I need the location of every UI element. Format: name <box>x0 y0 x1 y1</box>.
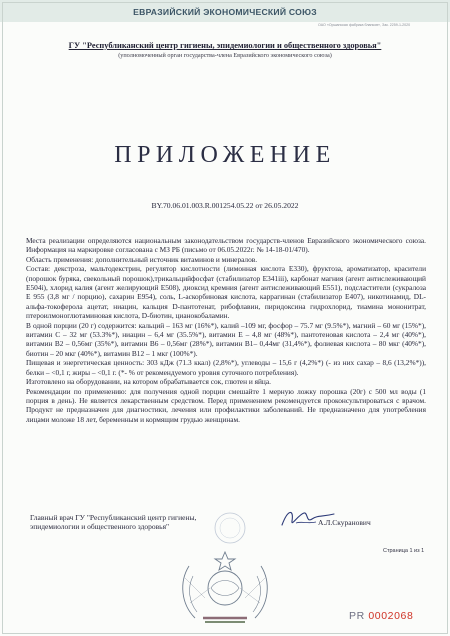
organization-subtitle: (уполномоченный орган государства-члена Евразийского экономического союза) <box>118 52 332 59</box>
body-paragraph-composition: Состав: декстроза, мальтодекстрин, регулятор кислотности (лимонная кислота Е330), фруктоза, ароматизатор, красители (порошок буряка, свекольный порошок),трикальцийфосфат (стабилизатор Е341iii), карбонат магния (агент антислеживающий Е504i), хлорид калия (агент желирующий Е508), диоксид кремния (агент антислеживающий Е551), подсластители (сукралоза Е 955 (3,8 мг / порцию), сахарин Е954), соль, L-аскорбиновая кислота, каррагинан (стабилизатор Е407), никотинамид, DL-альфа-токоферола ацетат, ниацин, кальция D-пантотенат, рибофлавин, пиридоксина гидрохлорид, тиамина мононитрат, птероилмоноглютаминовая кислота, D-биотин, цианокобаламин. <box>26 264 426 321</box>
state-emblem-icon <box>175 548 275 628</box>
page-title: ПРИЛОЖЕНИЕ <box>114 142 336 168</box>
serial-number <box>349 610 413 622</box>
body-paragraph-nutrition: Пищевая и энергетическая ценность: 303 кДж (71.3 ккал) (2,8%*), углеводы – 15,6 г (4,2%*) (- из них сахар – 8,6 (13,2%*)), белки – <0,1 г, жиры – <0,1 г. (*- % от рекомендуемого уровня суточного потребления). <box>26 358 426 377</box>
signatory-name: А.Л.Скуранович <box>318 518 371 527</box>
stamp-seal-icon <box>212 510 248 546</box>
union-heading: ЕВРАЗИЙСКИЙ ЭКОНОМИЧЕСКИЙ СОЮЗ <box>133 7 317 17</box>
page-counter: Страница 1 из 1 <box>383 548 425 554</box>
registration-number: BY.70.06.01.003.R.001254.05.22 от 26.05.2022 <box>151 201 299 210</box>
printer-note: ОАО «Оршанская фабрика бланков», Зак. 2259-1-2020 <box>318 23 411 27</box>
signatory-title: Главный врач ГУ "Республиканский центр гигиены, эпидемиологии и общественного здоровья" <box>30 513 197 532</box>
body-paragraph-scope: Область применения: дополнительный источник витаминов и минералов. <box>26 254 258 264</box>
organization-name: ГУ "Республиканский центр гигиены, эпидемиологии и общественного здоровья" <box>68 41 382 50</box>
body-paragraph-recommendations: Рекомендации по применению: для получения одной порции смешайте 1 мерную ложку порошка (20г) с 500 мл воды (1 порция в день). Не является лекарственным средством. Перед применением рекомендуется проконсультироваться с врачом. Продукт не предназначен для диагностики, лечения или профилактики заболеваний. Не предназначено для употребления лицами моложе 18 лет, беременным и кормящим грудью женщинам. <box>26 386 426 424</box>
body-paragraph-portion: В одной порции (20 г) содержится: кальций – 163 мг (16%*), калий –109 мг, фосфор – 75.7 мг (9.5%*), магний – 60 мг (15%*), витамин С – 32 мг (53.3%*), ниацин – 6,4 мг (35.5%*), витамин Е – 4,8 мг (48%*), пантотеновая кислота – 2,4 мг (40%*), витамин В2 – 0,56мг (35%*), витамин В6 – 0,56мг (28%*), витамин В1– 0,44мг (31,4%*), фолиевая кислота – 80 мкг (40%*), биотин – 20 мкг (40%*), витамин В12 – 1 мкг (100%*). <box>26 320 426 358</box>
body-paragraph-equipment: Изготовлено на оборудовании, на котором обрабатывается сок, глютен и яйца. <box>26 377 271 387</box>
document-body <box>26 236 426 424</box>
serial-digits: 0002068 <box>368 610 414 622</box>
body-paragraph-places: Места реализации определяются национальным законодательством государств-членов Евразийского экономического союза. Информация на маркировке согласована с МЗ РБ (письмо от 06.05.2022г. № 14-18-01/470). <box>26 236 426 255</box>
serial-prefix: PR <box>349 610 365 622</box>
